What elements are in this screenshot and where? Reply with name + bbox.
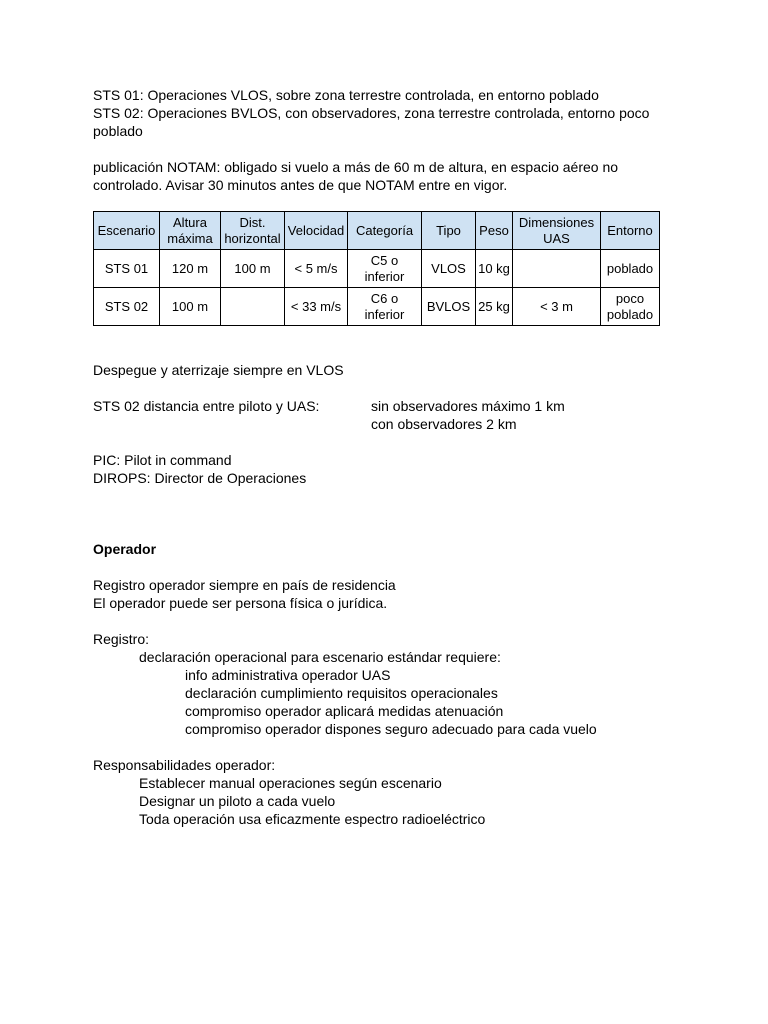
table-cell: < 33 m/s — [285, 288, 348, 326]
registro-subitems — [93, 666, 693, 738]
table-header-row — [94, 212, 660, 250]
operador-heading: Operador — [93, 541, 157, 557]
registro-item: declaración operacional para escenario estándar requiere: — [139, 649, 501, 665]
table-cell: VLOS — [422, 250, 476, 288]
table-cell: < 5 m/s — [285, 250, 348, 288]
table-header-cell: Velocidad — [285, 212, 348, 250]
table-cell: 100 m — [160, 288, 221, 326]
table-header-cell: Escenario — [94, 212, 160, 250]
table-cell: 25 kg — [476, 288, 513, 326]
dirops-text: DIROPS: Director de Operaciones — [93, 470, 307, 486]
document-page — [93, 86, 693, 828]
table-row — [94, 250, 660, 288]
operador-line2: El operador puede ser persona física o jurídica. — [93, 595, 388, 611]
table-cell: C5 o inferior — [348, 250, 422, 288]
operador-line1: Registro operador siempre en país de residencia — [93, 577, 396, 593]
table-header-cell: Peso — [476, 212, 513, 250]
notam-text-line2: controlado. Avisar 30 minutos antes de que NOTAM entre en vigor. — [93, 177, 508, 193]
table-cell: 100 m — [221, 250, 285, 288]
responsabilidades-label: Responsabilidades operador: — [93, 757, 276, 773]
sts01-text: STS 01: Operaciones VLOS, sobre zona terrestre controlada, en entorno poblado — [93, 87, 599, 103]
table-header-cell: Tipo — [422, 212, 476, 250]
registro-label: Registro: — [93, 631, 150, 647]
table-cell: C6 o inferior — [348, 288, 422, 326]
table-header-cell: Altura máxima — [160, 212, 221, 250]
notam-text-line1: publicación NOTAM: obligado si vuelo a más de 60 m de altura, en espacio aéreo no — [93, 159, 619, 175]
table-cell: 10 kg — [476, 250, 513, 288]
pic-text: PIC: Pilot in command — [93, 452, 232, 468]
sts02-text-line2: poblado — [93, 123, 143, 139]
table-cell: poco poblado — [601, 288, 660, 326]
table-cell: BVLOS — [422, 288, 476, 326]
responsabilidades-list — [93, 774, 693, 828]
registro-subitem: compromiso operador dispones seguro adecuado para cada vuelo — [185, 721, 597, 737]
distance-with-observers: con observadores 2 km — [371, 416, 517, 432]
distance-block — [93, 397, 693, 433]
table-cell: STS 02 — [94, 288, 160, 326]
table-cell: 120 m — [160, 250, 221, 288]
scenario-table — [93, 211, 660, 326]
table-cell: < 3 m — [513, 288, 601, 326]
registro-subitem: declaración cumplimiento requisitos operacionales — [185, 685, 498, 701]
distance-no-observers: sin observadores máximo 1 km — [371, 398, 565, 414]
sts02-text-line1: STS 02: Operaciones BVLOS, con observadores, zona terrestre controlada, entorno poco — [93, 105, 650, 121]
table-cell: poblado — [601, 250, 660, 288]
table-header-cell: Dist. horizontal — [221, 212, 285, 250]
responsabilidad-item: Toda operación usa eficazmente espectro radioeléctrico — [139, 811, 486, 827]
registro-subitem: info administrativa operador UAS — [185, 667, 391, 683]
table-cell — [513, 250, 601, 288]
table-header-cell: Entorno — [601, 212, 660, 250]
table-row — [94, 288, 660, 326]
table-header-cell: Categoría — [348, 212, 422, 250]
table-header-cell: Dimensiones UAS — [513, 212, 601, 250]
responsabilidad-item: Designar un piloto a cada vuelo — [139, 793, 336, 809]
distance-label: STS 02 distancia entre piloto y UAS: — [93, 398, 320, 414]
takeoff-text: Despegue y aterrizaje siempre en VLOS — [93, 362, 344, 378]
responsabilidad-item: Establecer manual operaciones según escenario — [139, 775, 442, 791]
table-cell: STS 01 — [94, 250, 160, 288]
table-cell — [221, 288, 285, 326]
table-body — [94, 250, 660, 326]
registro-subitem: compromiso operador aplicará medidas atenuación — [185, 703, 504, 719]
